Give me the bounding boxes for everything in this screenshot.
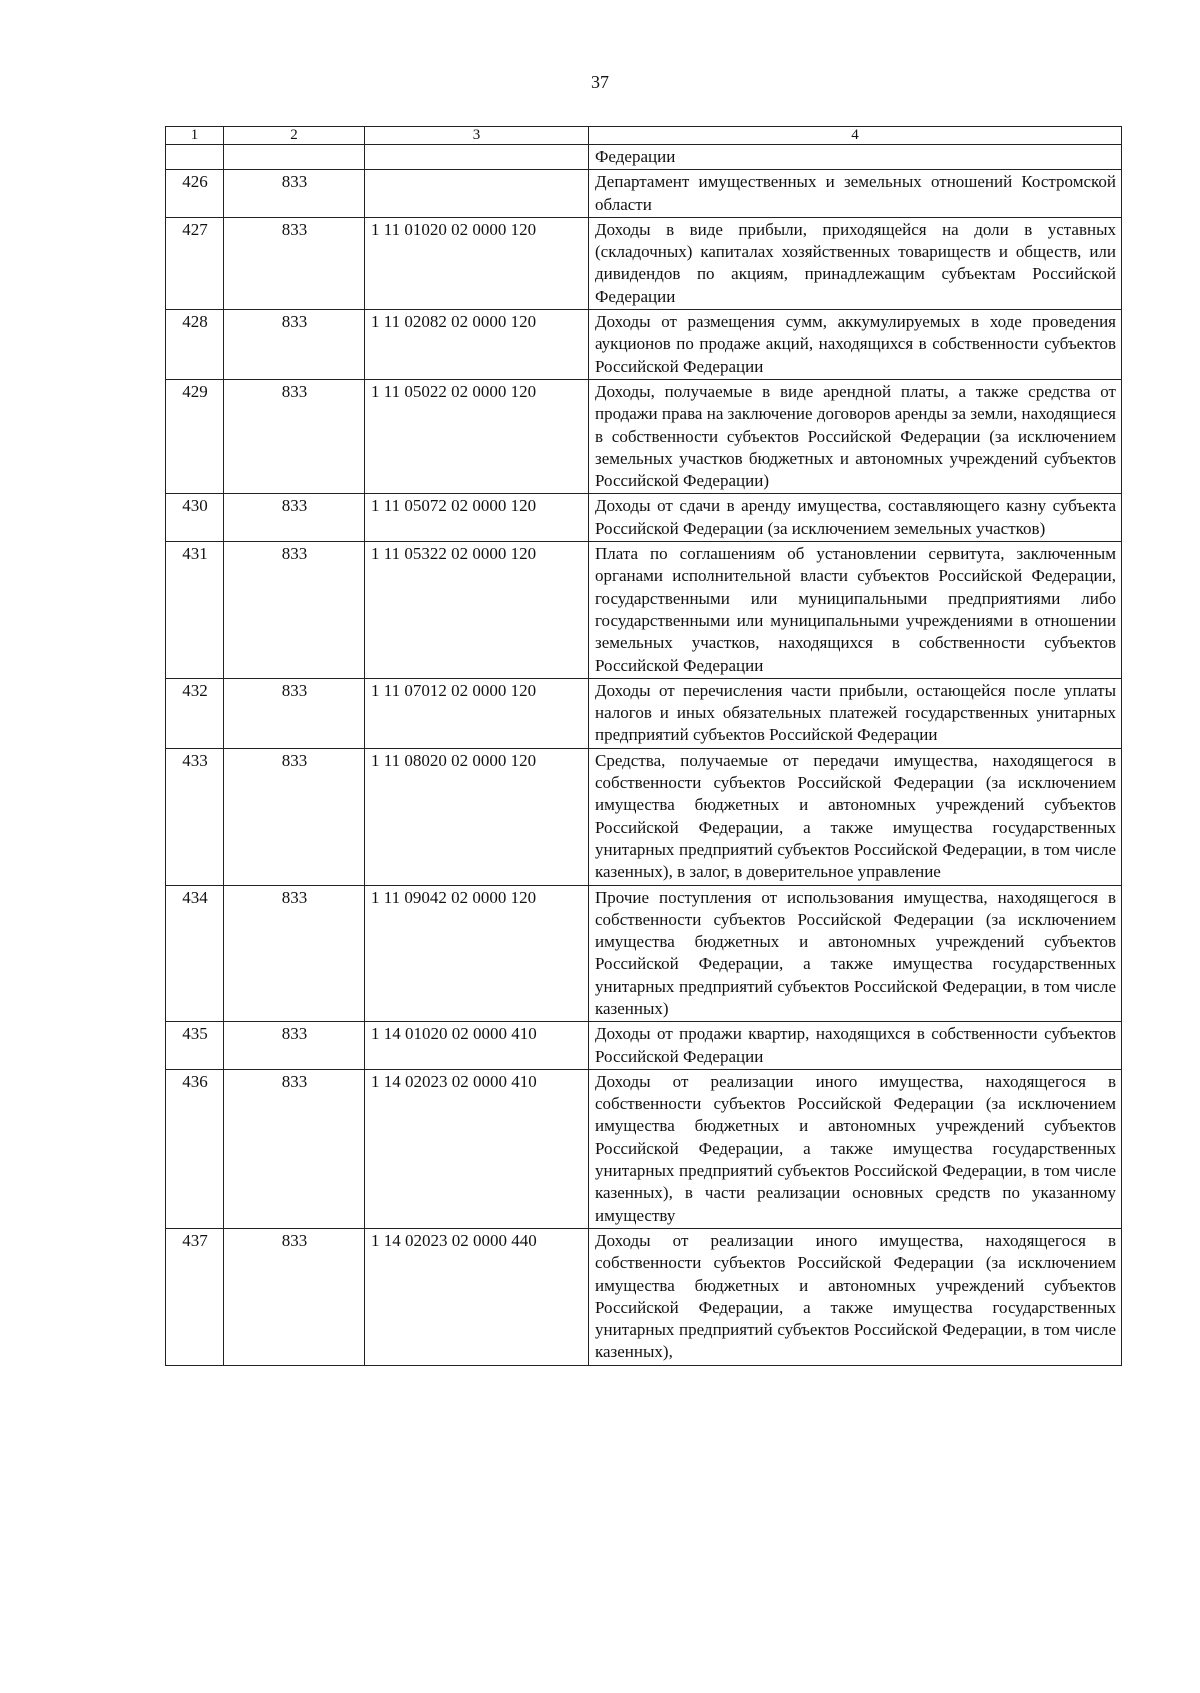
revenue-code: 1 11 05322 02 0000 120 [365,542,589,679]
admin-code: 833 [224,1069,365,1228]
table-row [166,1228,1122,1365]
admin-code: 833 [224,494,365,542]
continuation-desc-cell: Федерации [589,145,1122,170]
table-row [166,542,1122,679]
column-header-2: 2 [224,127,365,145]
row-number: 429 [166,379,224,493]
row-number: 426 [166,170,224,218]
revenue-description: Средства, получаемые от передачи имущества, находящегося в собственности субъектов Российской Федерации (за исключением имущества бюджетных и автономных учреждений субъектов Российской Федерации, а также имущества государственных унитарных предприятий субъектов Российской Федерации, в том числе казенных), в залог, в доверительное управление [589,748,1122,885]
admin-code: 833 [224,885,365,1022]
revenue-codes-table [165,126,1122,1366]
row-number: 437 [166,1228,224,1365]
table-row [166,885,1122,1022]
column-header-1: 1 [166,127,224,145]
admin-code: 833 [224,379,365,493]
admin-code: 833 [224,748,365,885]
revenue-description: Доходы в виде прибыли, приходящейся на доли в уставных (складочных) капиталах хозяйственных товариществ и обществ, или дивидендов по акциям, принадлежащим субъектам Российской Федерации [589,217,1122,309]
table-row [166,170,1122,218]
table-row [166,678,1122,748]
table-row [166,310,1122,380]
revenue-description: Доходы от размещения сумм, аккумулируемых в ходе проведения аукционов по продаже акций, находящихся в собственности субъектов Российской Федерации [589,310,1122,380]
revenue-code: 1 14 02023 02 0000 440 [365,1228,589,1365]
revenue-code: 1 11 01020 02 0000 120 [365,217,589,309]
revenue-description: Доходы от реализации иного имущества, находящегося в собственности субъектов Российской Федерации (за исключением имущества бюджетных и автономных учреждений субъектов Российской Федерации, а также имущества государственных унитарных предприятий субъектов Российской Федерации, в том числе казенных), в части реализации основных средств по указанному имуществу [589,1069,1122,1228]
admin-code: 833 [224,217,365,309]
revenue-description: Департамент имущественных и земельных отношений Костромской области [589,170,1122,218]
revenue-code: 1 11 05022 02 0000 120 [365,379,589,493]
revenue-description: Прочие поступления от использования имущества, находящегося в собственности субъектов Российской Федерации (за исключением имущества бюджетных и автономных учреждений субъектов Российской Федерации, а также имущества государственных унитарных предприятий субъектов Российской Федерации, в том числе казенных) [589,885,1122,1022]
column-header-4: 4 [589,127,1122,145]
revenue-code: 1 11 09042 02 0000 120 [365,885,589,1022]
revenue-description: Доходы от продажи квартир, находящихся в собственности субъектов Российской Федерации [589,1022,1122,1070]
revenue-code: 1 14 01020 02 0000 410 [365,1022,589,1070]
admin-code: 833 [224,678,365,748]
row-number: 432 [166,678,224,748]
table-row [166,217,1122,309]
admin-code: 833 [224,1228,365,1365]
table-row [166,1022,1122,1070]
table-row [166,379,1122,493]
column-number-row [166,127,1122,145]
table-row [166,748,1122,885]
revenue-description: Доходы от перечисления части прибыли, остающейся после уплаты налогов и иных обязательных платежей государственных унитарных предприятий субъектов Российской Федерации [589,678,1122,748]
row-number: 436 [166,1069,224,1228]
revenue-description: Доходы, получаемые в виде арендной платы, а также средства от продажи права на заключение договоров аренды за земли, находящиеся в собственности субъектов Российской Федерации (за исключением земельных участков бюджетных и автономных учреждений субъектов Российской Федерации) [589,379,1122,493]
row-number: 434 [166,885,224,1022]
table-row [166,1069,1122,1228]
admin-code: 833 [224,542,365,679]
revenue-code: 1 11 07012 02 0000 120 [365,678,589,748]
revenue-description: Плата по соглашениям об установлении сервитута, заключенным органами исполнительной власти субъектов Российской Федерации, государственными или муниципальными предприятиями либо государственными или муниципальными учреждениями в отношении земельных участков, находящихся в собственности субъектов Российской Федерации [589,542,1122,679]
admin-code: 833 [224,170,365,218]
revenue-code [365,170,589,218]
admin-code: 833 [224,1022,365,1070]
continuation-num-cell [166,145,224,170]
revenue-code: 1 14 02023 02 0000 410 [365,1069,589,1228]
continuation-row [166,145,1122,170]
revenue-code: 1 11 02082 02 0000 120 [365,310,589,380]
row-number: 435 [166,1022,224,1070]
admin-code: 833 [224,310,365,380]
continuation-code-cell [365,145,589,170]
revenue-code: 1 11 08020 02 0000 120 [365,748,589,885]
revenue-code: 1 11 05072 02 0000 120 [365,494,589,542]
continuation-admin-cell [224,145,365,170]
table-row [166,494,1122,542]
row-number: 433 [166,748,224,885]
row-number: 431 [166,542,224,679]
page-number: 37 [591,72,609,92]
column-header-3: 3 [365,127,589,145]
row-number: 427 [166,217,224,309]
row-number: 428 [166,310,224,380]
revenue-description: Доходы от реализации иного имущества, находящегося в собственности субъектов Российской Федерации (за исключением имущества бюджетных и автономных учреждений субъектов Российской Федерации, а также имущества государственных унитарных предприятий субъектов Российской Федерации, в том числе казенных), [589,1228,1122,1365]
revenue-description: Доходы от сдачи в аренду имущества, составляющего казну субъекта Российской Федерации (за исключением земельных участков) [589,494,1122,542]
row-number: 430 [166,494,224,542]
